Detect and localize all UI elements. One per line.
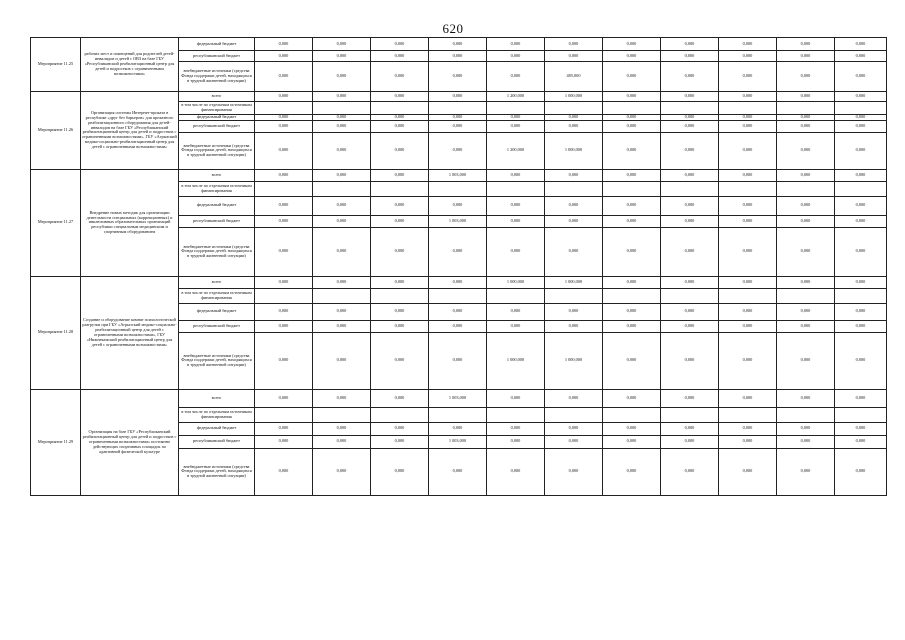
amount-cell: 0,000 (255, 389, 313, 407)
amount-cell: 0,000 (661, 169, 719, 181)
amount-cell (777, 407, 835, 422)
amount-cell: 0,000 (777, 389, 835, 407)
amount-cell: 0,000 (835, 169, 887, 181)
amount-cell: 0,000 (603, 62, 661, 92)
amount-cell: 0,000 (603, 320, 661, 332)
amount-cell: 0,000 (603, 435, 661, 448)
amount-cell: 0,000 (777, 422, 835, 435)
amount-cell: 0,000 (661, 196, 719, 215)
amount-cell: 0,000 (371, 389, 429, 407)
amount-cell: 0,000 (603, 132, 661, 169)
amount-cell (255, 181, 313, 196)
amount-cell: 0,000 (429, 303, 487, 320)
amount-cell: 0,000 (371, 51, 429, 62)
amount-cell: 0,000 (719, 422, 777, 435)
amount-cell: 0,000 (603, 389, 661, 407)
amount-cell: 0,000 (661, 115, 719, 121)
amount-cell: 0,000 (313, 115, 371, 121)
amount-cell (313, 288, 371, 303)
amount-cell: 0,000 (661, 132, 719, 169)
amount-cell (835, 407, 887, 422)
amount-cell: 0,000 (487, 303, 545, 320)
amount-cell: 0,000 (545, 169, 603, 181)
budget-table-body (31, 38, 887, 496)
amount-cell: 0,000 (545, 320, 603, 332)
amount-cell: 0,000 (255, 115, 313, 121)
amount-cell: 1 200,000 (487, 132, 545, 169)
amount-cell: 0,000 (487, 320, 545, 332)
amount-cell: 0,000 (661, 62, 719, 92)
amount-cell: 0,000 (777, 332, 835, 389)
amount-cell: 0,000 (603, 92, 661, 102)
amount-cell: 0,000 (835, 435, 887, 448)
amount-cell: 0,000 (429, 115, 487, 121)
amount-cell: 0,000 (719, 169, 777, 181)
amount-cell: 0,000 (313, 38, 371, 51)
measure-id: Мероприятие 11.28 (31, 276, 81, 389)
amount-cell: 0,000 (313, 389, 371, 407)
amount-cell: 0,000 (313, 51, 371, 62)
amount-cell: 0,000 (719, 303, 777, 320)
measure-id: Мероприятие 11.26 (31, 92, 81, 170)
amount-cell: 0,000 (835, 115, 887, 121)
amount-cell: 0,000 (661, 448, 719, 495)
amount-cell: 0,000 (661, 303, 719, 320)
funding-source: в том числе по отдельным источникам финансирования (179, 102, 255, 115)
amount-cell (487, 288, 545, 303)
amount-cell: 0,000 (487, 62, 545, 92)
funding-source: в том числе по отдельным источникам финансирования (179, 407, 255, 422)
amount-cell: 0,000 (603, 448, 661, 495)
amount-cell: 0,000 (661, 38, 719, 51)
table-row (31, 389, 887, 407)
amount-cell (661, 288, 719, 303)
amount-cell: 0,000 (661, 422, 719, 435)
amount-cell (313, 181, 371, 196)
amount-cell: 0,000 (487, 435, 545, 448)
amount-cell: 0,000 (487, 227, 545, 276)
amount-cell: 0,000 (719, 227, 777, 276)
funding-source: республиканский бюджет (179, 51, 255, 62)
table-row (31, 276, 887, 288)
amount-cell: 0,000 (487, 196, 545, 215)
funding-source: федеральный бюджет (179, 196, 255, 215)
measure-description: Внедрение новых методик для организации деятельности специальных (коррекционных) и инклюзивных образовательных организаций республики специальным медицинским и спортивным оборудованием (81, 169, 179, 276)
amount-cell: 0,000 (603, 169, 661, 181)
amount-cell (661, 102, 719, 115)
amount-cell: 0,000 (371, 215, 429, 227)
amount-cell (371, 288, 429, 303)
amount-cell: 0,000 (835, 276, 887, 288)
funding-source: всего (179, 276, 255, 288)
amount-cell: 0,000 (777, 38, 835, 51)
measure-description: рабочих мест и помещений для родителей детей-инвалидов и детей с ОВЗ на базе ГБУ «Республиканский реабилитационный центр для детей и подростков с ограниченными возможностями» (81, 38, 179, 92)
amount-cell (371, 181, 429, 196)
amount-cell: 0,000 (255, 227, 313, 276)
amount-cell: 0,000 (255, 276, 313, 288)
funding-source: всего (179, 389, 255, 407)
amount-cell: 0,000 (777, 303, 835, 320)
amount-cell: 0,000 (661, 227, 719, 276)
amount-cell: 0,000 (661, 215, 719, 227)
amount-cell: 0,000 (719, 115, 777, 121)
amount-cell: 0,000 (429, 332, 487, 389)
table-row (31, 169, 887, 181)
amount-cell: 1 003,000 (429, 435, 487, 448)
amount-cell: 0,000 (313, 62, 371, 92)
amount-cell: 0,000 (545, 448, 603, 495)
amount-cell (603, 181, 661, 196)
amount-cell: 0,000 (603, 276, 661, 288)
amount-cell (777, 181, 835, 196)
amount-cell: 0,000 (313, 227, 371, 276)
amount-cell: 0,000 (719, 276, 777, 288)
amount-cell: 0,000 (429, 120, 487, 132)
amount-cell (429, 102, 487, 115)
amount-cell: 0,000 (429, 62, 487, 92)
amount-cell: 0,000 (487, 115, 545, 121)
funding-source: республиканский бюджет (179, 435, 255, 448)
amount-cell: 0,000 (545, 38, 603, 51)
amount-cell: 0,000 (255, 422, 313, 435)
amount-cell: 0,000 (661, 51, 719, 62)
amount-cell: 1 003,000 (429, 215, 487, 227)
amount-cell: 0,000 (371, 320, 429, 332)
amount-cell: 0,000 (313, 215, 371, 227)
amount-cell: 0,000 (545, 435, 603, 448)
amount-cell: 0,000 (255, 332, 313, 389)
funding-source: в том числе по отдельным источникам финансирования (179, 181, 255, 196)
amount-cell: 0,000 (777, 120, 835, 132)
amount-cell: 0,000 (545, 422, 603, 435)
measure-description: Организация системы Интернет-проката в республике «друг без барьеров» для прокатного реабилитационного оборудования для детей-инвалидов на базе ГБУ «Республиканский реабилитационный центр для детей и подростков с ограниченными возможностями», ГБУ «Агрызский медико-социально-реабилитационный центр для детей с ограниченными возможностями» (81, 92, 179, 170)
funding-source: внебюджетные источники (средства Фонда поддержки детей, находящихся в трудной жизненной ситуации) (179, 227, 255, 276)
amount-cell: 0,000 (429, 227, 487, 276)
amount-cell: 0,000 (777, 227, 835, 276)
amount-cell: 0,000 (487, 38, 545, 51)
amount-cell: 0,000 (371, 115, 429, 121)
amount-cell: 0,000 (487, 169, 545, 181)
amount-cell: 0,000 (777, 196, 835, 215)
amount-cell: 1 000,000 (487, 276, 545, 288)
funding-source: федеральный бюджет (179, 115, 255, 121)
measure-id: Мероприятие 11.25 (31, 38, 81, 92)
amount-cell: 0,000 (487, 215, 545, 227)
amount-cell: 0,000 (313, 132, 371, 169)
amount-cell: 0,000 (719, 196, 777, 215)
amount-cell: 0,000 (777, 448, 835, 495)
amount-cell (719, 181, 777, 196)
amount-cell: 0,000 (429, 276, 487, 288)
amount-cell: 1 003,000 (429, 389, 487, 407)
amount-cell: 0,000 (487, 422, 545, 435)
amount-cell: 0,000 (719, 51, 777, 62)
amount-cell: 0,000 (545, 227, 603, 276)
funding-source: внебюджетные источники (средства Фонда поддержки детей, находящихся в трудной жизненной ситуации) (179, 132, 255, 169)
amount-cell (487, 181, 545, 196)
amount-cell: 0,000 (835, 320, 887, 332)
amount-cell: 0,000 (777, 435, 835, 448)
amount-cell: 0,000 (661, 92, 719, 102)
amount-cell: 0,000 (545, 51, 603, 62)
funding-source: всего (179, 92, 255, 102)
amount-cell: 0,000 (429, 196, 487, 215)
amount-cell: 0,000 (545, 389, 603, 407)
amount-cell: 0,000 (661, 389, 719, 407)
funding-source: в том числе по отдельным источникам финансирования (179, 288, 255, 303)
amount-cell (603, 288, 661, 303)
amount-cell: 0,000 (661, 120, 719, 132)
amount-cell: 485,000 (545, 62, 603, 92)
amount-cell: 0,000 (313, 169, 371, 181)
amount-cell: 0,000 (603, 38, 661, 51)
amount-cell: 0,000 (603, 422, 661, 435)
funding-source: федеральный бюджет (179, 422, 255, 435)
amount-cell: 0,000 (835, 120, 887, 132)
amount-cell (661, 407, 719, 422)
budget-table (30, 37, 887, 496)
amount-cell: 0,000 (545, 303, 603, 320)
amount-cell: 0,000 (603, 120, 661, 132)
amount-cell (777, 288, 835, 303)
amount-cell: 0,000 (603, 196, 661, 215)
amount-cell (429, 181, 487, 196)
amount-cell: 0,000 (661, 320, 719, 332)
amount-cell: 0,000 (835, 196, 887, 215)
amount-cell: 1 000,000 (545, 132, 603, 169)
amount-cell: 0,000 (255, 303, 313, 320)
amount-cell: 0,000 (661, 276, 719, 288)
amount-cell: 0,000 (719, 92, 777, 102)
amount-cell: 0,000 (661, 435, 719, 448)
amount-cell (545, 407, 603, 422)
amount-cell (313, 102, 371, 115)
amount-cell: 0,000 (777, 115, 835, 121)
amount-cell: 0,000 (835, 389, 887, 407)
amount-cell (487, 407, 545, 422)
funding-source: внебюджетные источники (средства Фонда поддержки детей, находящихся в трудной жизненной ситуации) (179, 332, 255, 389)
amount-cell: 0,000 (835, 51, 887, 62)
measure-id: Мероприятие 11.27 (31, 169, 81, 276)
funding-source: федеральный бюджет (179, 303, 255, 320)
amount-cell: 0,000 (835, 92, 887, 102)
amount-cell (835, 181, 887, 196)
amount-cell: 1 000,000 (487, 332, 545, 389)
amount-cell: 0,000 (777, 132, 835, 169)
amount-cell (371, 407, 429, 422)
amount-cell: 0,000 (719, 62, 777, 92)
amount-cell: 0,000 (313, 92, 371, 102)
amount-cell: 0,000 (835, 448, 887, 495)
amount-cell (719, 102, 777, 115)
amount-cell: 0,000 (545, 115, 603, 121)
amount-cell: 0,000 (777, 215, 835, 227)
amount-cell: 0,000 (429, 132, 487, 169)
amount-cell: 0,000 (777, 276, 835, 288)
amount-cell: 0,000 (429, 320, 487, 332)
amount-cell: 0,000 (371, 62, 429, 92)
amount-cell: 0,000 (487, 389, 545, 407)
amount-cell (603, 102, 661, 115)
amount-cell: 0,000 (777, 320, 835, 332)
amount-cell: 0,000 (719, 332, 777, 389)
amount-cell: 0,000 (603, 115, 661, 121)
amount-cell: 0,000 (777, 62, 835, 92)
page-number: 620 (442, 21, 464, 36)
amount-cell: 0,000 (835, 303, 887, 320)
amount-cell: 0,000 (835, 62, 887, 92)
funding-source: федеральный бюджет (179, 38, 255, 51)
amount-cell: 0,000 (603, 51, 661, 62)
amount-cell: 0,000 (603, 332, 661, 389)
amount-cell: 0,000 (487, 448, 545, 495)
funding-source: всего (179, 169, 255, 181)
amount-cell: 0,000 (545, 196, 603, 215)
amount-cell: 0,000 (255, 448, 313, 495)
amount-cell (313, 407, 371, 422)
amount-cell: 0,000 (429, 92, 487, 102)
table-row (31, 92, 887, 102)
amount-cell (429, 288, 487, 303)
amount-cell (835, 288, 887, 303)
amount-cell: 0,000 (835, 215, 887, 227)
amount-cell: 0,000 (255, 62, 313, 92)
amount-cell: 0,000 (313, 435, 371, 448)
amount-cell: 0,000 (371, 422, 429, 435)
amount-cell: 0,000 (371, 120, 429, 132)
amount-cell: 0,000 (313, 120, 371, 132)
amount-cell: 0,000 (777, 169, 835, 181)
amount-cell (371, 102, 429, 115)
amount-cell: 0,000 (371, 303, 429, 320)
amount-cell (487, 102, 545, 115)
amount-cell (255, 407, 313, 422)
amount-cell: 0,000 (545, 120, 603, 132)
amount-cell: 1 000,000 (545, 276, 603, 288)
amount-cell (661, 181, 719, 196)
amount-cell: 0,000 (313, 303, 371, 320)
amount-cell (835, 102, 887, 115)
amount-cell: 0,000 (719, 389, 777, 407)
amount-cell: 0,000 (603, 303, 661, 320)
amount-cell: 0,000 (661, 332, 719, 389)
amount-cell: 0,000 (255, 51, 313, 62)
amount-cell: 0,000 (719, 448, 777, 495)
amount-cell: 0,000 (255, 38, 313, 51)
amount-cell: 0,000 (719, 132, 777, 169)
amount-cell (545, 181, 603, 196)
amount-cell: 0,000 (255, 435, 313, 448)
amount-cell: 0,000 (371, 276, 429, 288)
amount-cell: 0,000 (371, 169, 429, 181)
amount-cell: 1 000,000 (545, 332, 603, 389)
amount-cell: 0,000 (429, 422, 487, 435)
amount-cell: 0,000 (255, 92, 313, 102)
amount-cell: 0,000 (835, 38, 887, 51)
table-row (31, 38, 887, 51)
amount-cell: 0,000 (255, 196, 313, 215)
amount-cell: 0,000 (429, 448, 487, 495)
amount-cell: 1 003,000 (429, 169, 487, 181)
amount-cell: 1 200,000 (487, 92, 545, 102)
funding-source: внебюджетные источники (средства Фонда поддержки детей, находящихся в трудной жизненной ситуации) (179, 448, 255, 495)
amount-cell: 0,000 (255, 320, 313, 332)
amount-cell: 0,000 (255, 132, 313, 169)
amount-cell: 0,000 (777, 92, 835, 102)
amount-cell (719, 288, 777, 303)
measure-description: Организация на базе ГБУ «Республиканский реабилитационный центр для детей и подростков с ограниченными возможностями» постоянно действующих спортивных площадок по адаптивной физической культуре (81, 389, 179, 495)
amount-cell: 0,000 (487, 120, 545, 132)
amount-cell: 0,000 (371, 332, 429, 389)
amount-cell: 0,000 (313, 196, 371, 215)
amount-cell: 0,000 (835, 332, 887, 389)
amount-cell (545, 102, 603, 115)
amount-cell: 0,000 (255, 120, 313, 132)
funding-source: внебюджетные источники (средства Фонда поддержки детей, находящихся в трудной жизненной ситуации) (179, 62, 255, 92)
amount-cell (545, 288, 603, 303)
amount-cell: 0,000 (371, 196, 429, 215)
amount-cell: 0,000 (719, 38, 777, 51)
amount-cell: 0,000 (429, 51, 487, 62)
amount-cell (429, 407, 487, 422)
amount-cell: 0,000 (313, 332, 371, 389)
amount-cell (255, 288, 313, 303)
amount-cell: 0,000 (835, 132, 887, 169)
amount-cell (603, 407, 661, 422)
amount-cell (719, 407, 777, 422)
amount-cell: 0,000 (429, 38, 487, 51)
amount-cell: 0,000 (545, 215, 603, 227)
funding-source: республиканский бюджет (179, 215, 255, 227)
measure-description: Создание и оборудование комнат психологической разгрузки при ГБУ «Агрызский медико-социально-реабилитационный центр для детей с ограниченными возможностями», ГБУ «Нижнекамский реабилитационный центр для детей с ограниченными возможностями» (81, 276, 179, 389)
amount-cell: 0,000 (371, 132, 429, 169)
funding-source: республиканский бюджет (179, 120, 255, 132)
measure-id: Мероприятие 11.29 (31, 389, 81, 495)
amount-cell: 0,000 (255, 169, 313, 181)
amount-cell: 0,000 (835, 227, 887, 276)
amount-cell: 0,000 (313, 276, 371, 288)
amount-cell: 0,000 (371, 448, 429, 495)
amount-cell (777, 102, 835, 115)
amount-cell: 0,000 (371, 38, 429, 51)
amount-cell: 0,000 (719, 215, 777, 227)
amount-cell: 0,000 (371, 435, 429, 448)
amount-cell: 0,000 (603, 227, 661, 276)
funding-source: республиканский бюджет (179, 320, 255, 332)
amount-cell: 0,000 (487, 51, 545, 62)
amount-cell (255, 102, 313, 115)
amount-cell: 0,000 (371, 227, 429, 276)
amount-cell: 0,000 (255, 215, 313, 227)
amount-cell: 0,000 (313, 448, 371, 495)
amount-cell: 0,000 (371, 92, 429, 102)
amount-cell: 0,000 (777, 51, 835, 62)
amount-cell: 0,000 (835, 422, 887, 435)
amount-cell: 0,000 (313, 320, 371, 332)
amount-cell: 0,000 (719, 320, 777, 332)
amount-cell: 0,000 (313, 422, 371, 435)
amount-cell: 0,000 (603, 215, 661, 227)
amount-cell: 0,000 (719, 120, 777, 132)
amount-cell: 1 000,000 (545, 92, 603, 102)
amount-cell: 0,000 (719, 435, 777, 448)
